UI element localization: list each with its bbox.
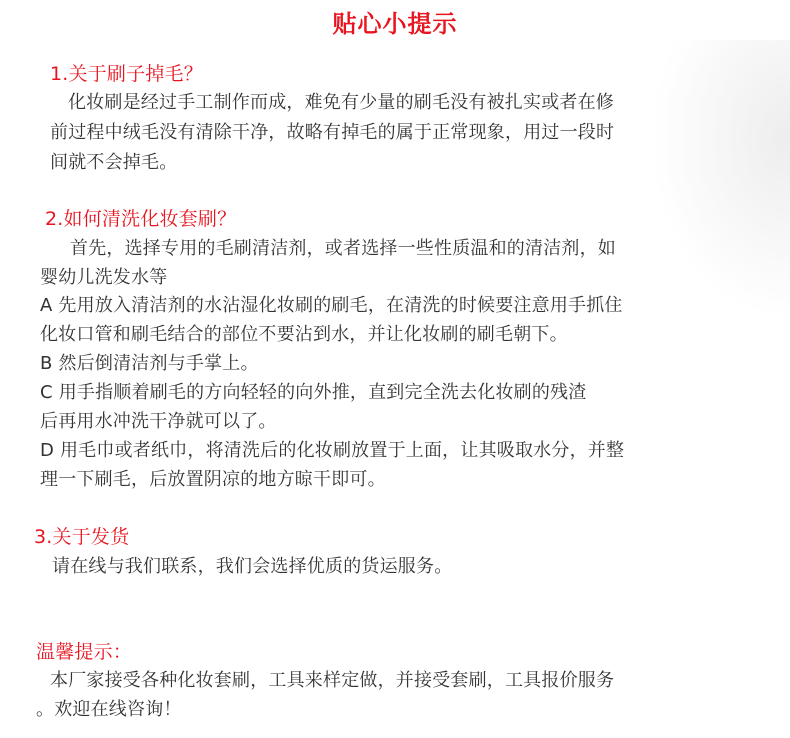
- section-1-line: 化妆刷是经过手工制作而成，难免有少量的刷毛没有被扎实或者在修: [68, 92, 614, 113]
- note-heading: 温馨提示：: [36, 641, 133, 663]
- section-2-line: 婴幼儿洗发水等: [40, 267, 168, 288]
- note-line: 。欢迎在线咨询！: [36, 699, 182, 720]
- section-2-step-c: C 用手指顺着刷毛的方向轻轻的向外推，直到完全洗去化妆刷的残渣: [40, 382, 587, 403]
- section-2-step-a: A 先用放入清洁剂的水沾湿化妆刷的刷毛，在清洗的时候要注意用手抓住: [40, 295, 623, 316]
- section-2-step-a-cont: 化妆口管和刷毛结合的部位不要沾到水，并让化妆刷的刷毛朝下。: [40, 324, 568, 345]
- background-glow: [650, 40, 790, 320]
- section-3-heading: 3.关于发货: [34, 526, 130, 548]
- section-2-step-b: B 然后倒清洁剂与手掌上。: [40, 353, 259, 374]
- section-1-line: 前过程中绒毛没有清除干净，故略有掉毛的属于正常现象，用过一段时: [50, 122, 615, 143]
- section-2-step-c-cont: 后再用水冲洗干净就可以了。: [40, 411, 277, 432]
- section-2-step-d: D 用毛巾或者纸巾，将清洗后的化妆刷放置于上面，让其吸取水分，并整: [40, 440, 625, 461]
- section-3-line: 请在线与我们联系，我们会选择优质的货运服务。: [52, 556, 453, 577]
- section-2-step-d-cont: 理一下刷毛，后放置阴凉的地方晾干即可。: [40, 469, 386, 490]
- section-1-line: 间就不会掉毛。: [50, 152, 178, 173]
- section-2-heading: 2.如何清洗化妆套刷？: [45, 208, 237, 230]
- page-title: 贴心小提示: [332, 10, 458, 38]
- note-line: 本厂家接受各种化妆套刷，工具来样定做，并接受套刷，工具报价服务: [50, 670, 615, 691]
- section-1-heading: 1.关于刷子掉毛？: [50, 63, 203, 85]
- section-2-line: 首先，选择专用的毛刷清洁剂，或者选择一些性质温和的清洁剂，如: [70, 238, 616, 259]
